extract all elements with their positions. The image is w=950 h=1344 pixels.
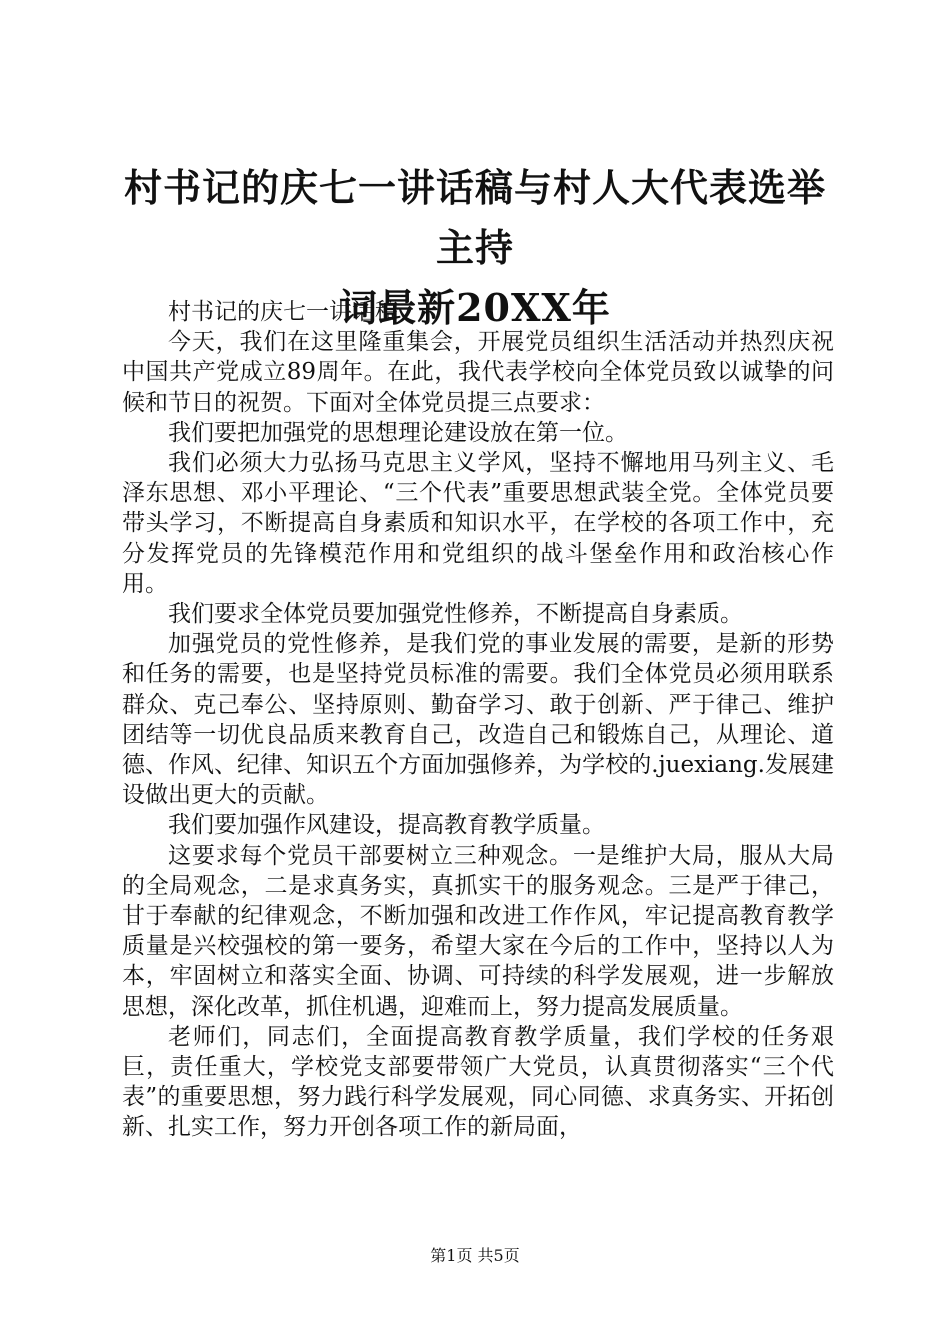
paragraph: 加强党员的党性修养，是我们党的事业发展的需要，是新的形势和任务的需要，也是坚持党员标准的需要。我们全体党员必须用联系群众、克己奉公、坚持原则、勤奋学习、敢于创新、严于律己、维护团结等一切优良品质来教育自己，改造自己和锻炼自己，从理论、道德、作风、纪律、知识五个方面加强修养，为学校的.juexiang.发展建设做出更大的贡献。 <box>122 631 834 809</box>
title-line-1: 村书记的庆七一讲话稿与村人大代表选举主持 <box>123 165 826 270</box>
paragraph: 我们要求全体党员要加强党性修养，不断提高自身素质。 <box>168 601 743 628</box>
document-body <box>122 297 834 1143</box>
paragraph: 我们要把加强党的思想理论建设放在第一位。 <box>168 419 628 446</box>
title-line-2: 词最新20XX年 <box>339 285 611 330</box>
paragraph: 今天，我们在这里隆重集会，开展党员组织生活活动并热烈庆祝中国共产党成立89周年。在此，我代表学校向全体党员致以诚挚的问候和节日的祝贺。下面对全体党员提三点要求： <box>122 329 834 416</box>
paragraph: 我们必须大力弘扬马克思主义学风，坚持不懈地用马列主义、毛泽东思想、邓小平理论、“三个代表”重要思想武装全党。全体党员要带头学习，不断提高自身素质和知识水平，在学校的各项工作中，充分发挥党员的先锋模范作用和党组织的战斗堡垒作用和政治核心作用。 <box>122 450 834 597</box>
paragraph-subtitle: 村书记的庆七一讲话稿 <box>168 299 398 325</box>
paragraph: 这要求每个党员干部要树立三种观念。一是维护大局，服从大局的全局观念，二是求真务实，真抓实干的服务观念。三是严于律己，甘于奉献的纪律观念，不断加强和改进工作作风，牢记提高教育教学质量是兴校强校的第一要务，希望大家在今后的工作中，坚持以人为本，牢固树立和落实全面、协调、可持续的科学发展观，进一步解放思想，深化改革，抓住机遇，迎难而上，努力提高发展质量。 <box>122 842 834 1020</box>
paragraph: 我们要加强作风建设，提高教育教学质量。 <box>168 812 605 839</box>
page-footer: 第1页 共5页 <box>430 1246 520 1265</box>
paragraph: 老师们，同志们，全面提高教育教学质量，我们学校的任务艰巨，责任重大，学校党支部要带领广大党员，认真贯彻落实“三个代表”的重要思想，努力践行科学发展观，同心同德、求真务实、开拓创新、扎实工作，努力开创各项工作的新局面， <box>122 1023 834 1141</box>
